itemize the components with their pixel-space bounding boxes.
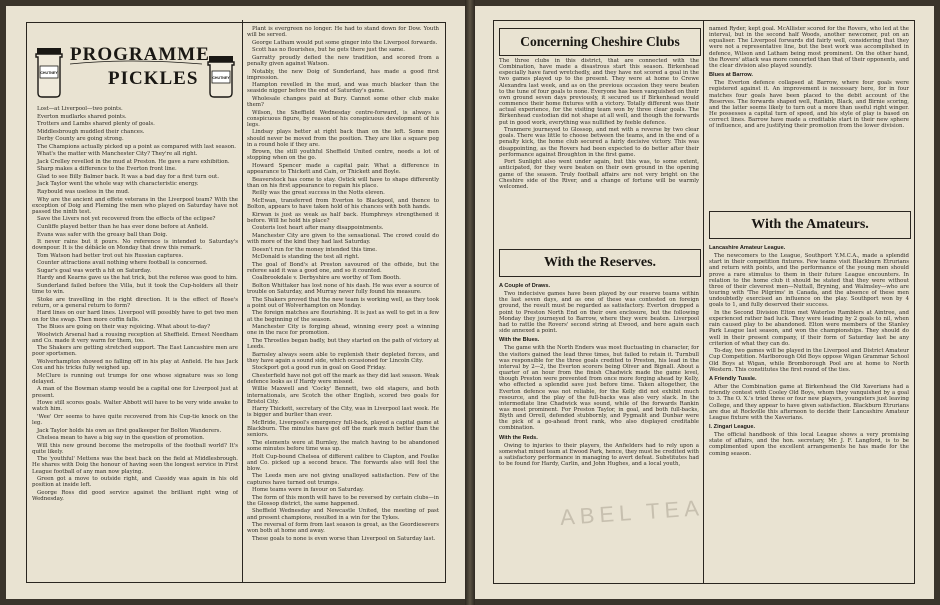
paragraph: Derby County are going strong. [37,136,124,143]
paragraph: Manchester City is forging ahead, winning every post a winning one in the race for promotion. [247,324,439,337]
paragraph: Brown, the still youthful Sheffield United centre, needs a lot of stopping when on the go. [247,149,439,162]
paragraph: Counter attractions avail nothing where football is concerned. [37,260,208,267]
paragraph: Sugar's goal was worth a hit on Saturday. [37,267,152,274]
pickle-jar-icon [36,48,62,97]
cheshire-clubs-title: Concerning Cheshire Clubs [499,28,701,56]
amateurs-title: With the Amateurs. [709,211,911,239]
paragraph: Howard Spencer made a capital pair. What a difference in appearance to Thickett and Cain, or Thickett and Boyle. [247,163,439,176]
paragraph: Owing to injuries to their players, the Anfielders had to rely upon a somewhat mixed team at Ewood Park, hence, they must be credited with a satisfactory performance in managing to avert defeat. Substitutes had to be found for Hardy, Carlin, and John Hughes, and a local youth, [499,442,699,468]
paragraph: named Ryder, kept goal. McAllister scored for the Rovers, who led at the interval, but in the second half Woods, another newcomer, put on an equaliser. The Liverpool forwards did fairly well, considering that they were not a representative line, but the best work was accomplished in defence, Wilson and Latham being most prominent. On the other hand, the Rovers' attack was more concerted than that of their opponents, and the clear division also played soundly. [709,26,909,69]
paragraph: Everton mudlarks shared points. [37,113,127,120]
paragraph: Cunliffe played better than he has ever done before at Anfield. [37,223,209,230]
paragraph: Jack Taylor went the whole way with characteristic energy. [37,181,199,188]
paragraph: Sheffield Wednesday and Newcastle United, the meeting of past and present champions, resulted in a win for the Tykes. [247,508,439,521]
paragraph: Sunderland failed before the Villa, but it took the Cup-holders all their time to win. [32,282,238,296]
paragraph: Bolton Whittaker has lost none of his dash. He was ever a source of trouble on Saturday, and Murray never fully found his measure. [247,282,439,296]
paragraph: Garratty proudly defied the new tradition, and scored from a penalty given against Watson. [247,54,439,67]
paragraph: Doesn't run for the money intended this time. [252,246,378,253]
paragraph: Hampton revelled in the mud, and was much blacker than the seaside nigger before the end of Saturday's game. [247,82,439,95]
logo-title-bottom: PICKLES [108,68,199,89]
paragraph: The newcomers to the League, Southport Y.M.C.A., made a splendid start in their competition fixtures. Few teams visit Blackburn Etrurians and return with points, and the performance of the young men should prove a rare stimulus to them in their future League encounters. In relation to the home club it should be stated that they were without three of their cleverest men—Nuttall, Bryning, and Walmsley—who are touring with 'The Pilgrims' in Canada, and the absence of these men undoubtedly exercised an influence on the play. Southport won by 4 goals to 1, and fully deserved their success. [709,253,909,309]
paragraph: McEwan, transferred from Everton to Blackpool, and thence to Bolton, appears to have taken hold of his chances with both hands. [247,197,439,211]
paragraph: Beaverstock has come to stay. Ostick will have to shape differently than on his first appearance to regain his place. [247,176,439,189]
paragraph: Couteris lost heart after many disappointments. [252,225,384,232]
left-column-1 [32,106,238,578]
right-page [475,6,934,599]
right-column-rule [703,20,704,583]
paragraph: Stoke are travelling in the right direction. It is the effect of Rose's return, or a general return to form? [32,296,238,309]
paragraph: The 'youthful' Mettens was the best back on the field at Middlesbrough. He shares with Doig the honour of having seen the longest service in First League football of any man now playing. [32,456,238,475]
paragraph: The goal of Bond's at Preston savoured of the offside, but the referee said it was a good one, and so it counted. [247,261,439,274]
watermark: ABEL TEA [559,495,705,530]
paragraph: Middlesbrough muddled their chances. [37,128,145,135]
paragraph: The Shakers proved that the new team is working well, as they took a point out of Wolverhampton on Monday. [247,296,439,309]
paragraph: Chelsea mean to have a big say in the question of promotion. [37,435,205,442]
page-gutter [465,0,475,605]
paragraph: Wolverhampton showed no falling off in his play at Anfield. He has Jack Cox and his tricks fully weighed up. [32,359,238,372]
reserves-body [499,280,699,580]
paragraph: George Ross did good service against the brilliant right wing of Wednesday. [32,489,238,503]
paragraph: Manchester City are given to the sensational. The crowd could do with more of the kind they had last Saturday. [247,232,439,246]
paragraph: Will this new ground become the metropolis of the football world? It's quite likely. [32,442,238,455]
paragraph: Why are the ancient and effete veterans in the Liverpool team? With the exception of Doig and Fleming the men who played on Saturday have not passed the ninth test. [32,196,238,215]
paragraph: McDonald is standing the test all right. [252,254,360,261]
section-subheading: A Friendly Tussle. [709,375,757,382]
left-column-2 [247,26,439,579]
paragraph: The form of this month will have to be reversed by certain clubs—in the Glossop district, the same happened. [247,494,439,507]
paragraph: The Champions actually picked up a point as compared with last season. [37,143,237,150]
paragraph: What's the matter with Manchester City? They're all right. [37,151,198,158]
left-page [6,6,465,599]
paragraph: The foreign matches are flourishing. It is just as well to get in a few at the beginning of the season. [247,310,439,323]
paragraph: The Throstles began badly, but they started on the path of victory at Leeds. [247,337,439,350]
paragraph: Tranmere journeyed to Glossop, and met with a reverse by two clear goals. There was little to choose between the teams, and in the end of a penalty kick, the home club secured a fairly decisive victory. This was disappointing, as the Rovers had been expected to do better after their performance against Broughton in the first game. [499,127,699,158]
paragraph: Two indecisive games have been played by our reserve teams within the last seven days, and as one of these was contested on foreign ground, the result must be regarded as satisfactory. Everton dropped a point to Preston North End on their own enclosure, but the following Monday they journeyed to Barrow, where they were beaten. Liverpool had to rattle the Rovers' second string at Ewood, and here again each side annexed a point. [499,291,699,335]
paragraph: Save the Livers not yet recovered from the effects of the eclipse? [37,216,216,223]
paragraph: Reilly was the great success in the Notts eleven. [252,190,385,197]
amateurs-body [709,242,909,580]
paragraph: To-day, two games will be played in the Liverpool and District Amateur Cup Competition. Marlborough Old Boys oppose Wigan Grammar School Old Boys at Wigan, while Bromborough Pool are at home to North Western. This constitutes the first round of the ties. [709,348,909,373]
paragraph: Wilson, the Sheffield Wednesday centre-forward, is always a conspicuous figure, by reason of his conspicuous development of his legs. [247,109,439,128]
paragraph: The Blues are going on their way rejoicing. What about to-day? [37,324,211,331]
programme-pickles-logo [30,40,244,102]
paragraph: Evans was safer with the greasy ball than Doig. [37,231,168,238]
section-subheading: Lancashire Amateur League. [709,245,786,251]
paragraph: McBride, Liverpool's emergency full-back, played a capital game at Blackburn. The minutes have got off the mark much better than the seniors. [247,420,439,439]
paragraph: After the Combination game at Birkenhead the Old Xaverians had a friendly contest with Cooley Old Boys, whom they vanquished by a goal to 3. The O. X.'s tried three or four new players, youngsters just leaving College, and they appear to have given satisfaction. Blackburn Etrurians are due at Rockville this afternoon to decide their Lancashire Amateur League fixture with the Xaverians. [709,384,909,421]
paragraph: Plant is evergreen no longer. He had to stand down for Dow. Youth will be served. [247,26,439,39]
paragraph: Hardy and Kearns gave us the hat trick, but the referee was good to him. [37,275,238,282]
paragraph: Tom Watson had better trot out his Russian captures. [37,252,184,259]
paragraph: These goals to none is even worse than Liverpool on Saturday last. [252,535,436,542]
paragraph: The official handbook of this local League shows a very promising state of affairs, and the hon. secretary, Mr. J. F. Langford, is to be complimented upon the excellent arrangements he has made for the coming season. [709,432,909,457]
paragraph: Jack Taylor holds his own as first goalkeeper for Bolton Wanderers. [37,427,222,434]
cheshire-clubs-body [499,58,699,246]
paragraph: Howe still scores goals. Walter Abbott will have to be very wide awake to watch him. [32,400,238,413]
section-subheading: A Couple of Draws. [499,283,551,289]
paragraph: Wholesale changes paid at Bury. Cannot some other club make them? [247,95,439,109]
paragraph: Coalbrookdale v. Derbyshire are worthy of Tom Booth. [252,275,401,282]
paragraph: Woolwich Arsenal had a rousing reception at Sheffield. Ernest Needham and Co. made it very warm for them, too. [32,331,238,344]
paragraph: Willie Maxwell and 'Cocky' Bennett, two old stagers, and both internationals, are Scotch the other English, scored two goals for Bristol City. [247,386,439,405]
paragraph: The Leeds men are not giving unalloyed satisfaction. Few of the captures have turned out trumps. [247,473,439,486]
section-subheading: With the Blues. [499,337,540,344]
paragraph: Jack Crelley revelled in the mud at Preston. He gave a rare exhibition. [37,158,230,165]
paragraph: The three clubs in this district, that are connected with the Combination, have made a disastrous start this season. Birkenhead especially have fared wretchedly, and they have not scored a goal in the two games played up to the present. They were at home to Crewe Alexandra last week, and as on the previous occasion they were beaten to the tune of four goals to none. Everyone has been vanquished on their own ground seven days previously, it secured us if Birkenhead would commence their home fixtures with a victory. Totally different was their actual experience, for the visiting team won by three clear goals. The Birkenhead custodian did not shape at all well, and though the forwards put in good work, everything was nullified by feeble defence. [499,58,699,126]
jar-label-2: CHUTNEY [212,76,230,80]
paragraph: Lost—at Liverpool—two points. [37,106,123,112]
paragraph: McClure is running out trumps for one whose signature was so long delayed. [32,372,238,385]
paragraph: The Everton defence collapsed at Barrow, where four goals were registered against it. An improvement is necessary here, for in four matches four goals have been placed to the debit account of the Reserves. The forwards shaped well, Rankin, Black, and Birnie scoring, and the latter seems likely to turn out a more than useful right winger. He possesses a capital turn of speed, and his style of play is based on correct lines. Barrow have made a creditable start in their new sphere of influence, and are justifying their promotion from the lower division. [709,80,909,130]
reserves-continued [709,26,909,204]
paragraph: Glad to see Billy Balmer back. It was a bad day for a first turn out. [37,173,219,180]
paragraph: Trotters and Lambs shared plenty of goals. [37,121,155,128]
paragraph: Home teams were in favour on Saturday. [252,487,364,494]
paragraph: Port Sunlight also went under again, but this was, to some extent, anticipated, for they were beaten on their own ground in the opening game of the season. Truly football affairs are not very bright on the Cheshire side of the River, and a change of fortune will be warmly welcomed. [499,159,699,190]
reserves-title: With the Reserves. [499,249,701,277]
left-column-rule [242,20,243,583]
paragraph: Harry Thickett, secretary of the City, was in Liverpool last week. He is bigger and burlier than ever. [247,406,439,419]
logo-title-top: PROGRAMME [70,44,210,65]
paragraph: Hard lines on our hard lines. Liverpool will possibly have to get two men on for the swap. Then more coffin falls. [32,310,238,323]
right-pickle-jar-icon [208,56,234,97]
paragraph: The elements were at Burnley, the match having to be abandoned some minutes before time was up. [247,439,439,453]
paragraph: In the Second Division Elton met Waterloo Ramblers at Aintree, and experienced rather bad luck. They were leading by 2 goals to nil, when rain caused play to be abandoned. Elton were members of the Stanley Park League last season, and won the championships. They should do well in their present company, if their form of Saturday last be any criterion of what they can do. [709,309,909,347]
paragraph: 'Wee' Orr seems to have quite recovered from his Cup-tie knock on the leg. [32,413,238,426]
paragraph: The Shakers are getting stretched support. The East Lancashire men are poor sportsmen. [32,345,238,358]
paragraph: Lindsay plays better at right back than on the left. Some men should never be moved from the position. They are like a square peg in a round hole if they are. [247,129,439,148]
paragraph: Kirwan is just as weak as half back. Humphreys strengthened it before. Will he hold his place? [247,211,439,224]
paragraph: Sharp makes a difference to the Everton front line. [37,166,177,173]
section-subheading: I. Zingari League. [709,424,756,430]
paragraph: Barnsley always seem able to replenish their depleted forces, and they have again a sound side, which occasioned for Lincoln City. [247,351,439,364]
section-subheading: Blues at Barrow. [709,72,753,79]
paragraph: Scott has no flourishes, but he gets there just the same. [252,47,405,54]
paragraph: Holt Cup-bound Chelsea of different calibre to Clapton, and Foulke and Co. picked up a second brace. The forwards also will feel the blow. [247,453,439,472]
paragraph: The game with the North Enders was most fluctuating in character, for the visitors gained the lead three times, but failed to retain it. Turnbull was responsible for the three goals credited to Preston, his lead in the interval by 2—2, the Everton scorers being Oliver and Bignall. About a quarter of an hour from the finish Chadwick made the game level, though Preston were prevented from once more forging ahead by Kelly, who effected a splendid save just before time. Taken altogether, the Everton defence was not reliable, for the Kelly did not exhibit much resource, and the play of the full-backs was also very slack. In the intermediate line Chadwick was sound, while of the forwards Rankin was most prominent. For Preston Taylor, in goal, and both full-backs, Blyth and Orrell, defended stubbornly, and Pygmalit and Dunbar were the pick of a go-ahead front rank, who also displayed creditable combination. [499,345,699,432]
paragraph: A man of the Bowman stamp would be a capital one for Liverpool just at present. [32,386,238,399]
paragraph: Chesterfield have not got off the mark as they did last season. Weak defence looks as if Hardy were missed. [247,372,439,385]
jar-label: CHUTNEY [40,71,58,75]
section-subheading: With the Reds. [499,434,538,441]
paragraph: George Latham would put some ginger into the Liverpool forwards. [252,39,438,46]
paragraph: It never rains but it pours. No reference is intended to Saturday's downpour. It is the débâcle on Monday that drew this remark. [32,239,238,252]
paragraph: Raybould was useless in the mud. [37,189,130,196]
paragraph: Stockport got a good run in goal on Good Friday. [252,365,386,372]
paragraph: Notably, the new Doig of Sunderland, has made a good first impression. [247,68,439,81]
paragraph: The reversal of form from last season is great, as the Geordiesevers won both at home and away. [247,522,439,535]
paragraph: Green got a move to outside right, and Cassidy was again in his old position at inside left. [32,476,238,489]
